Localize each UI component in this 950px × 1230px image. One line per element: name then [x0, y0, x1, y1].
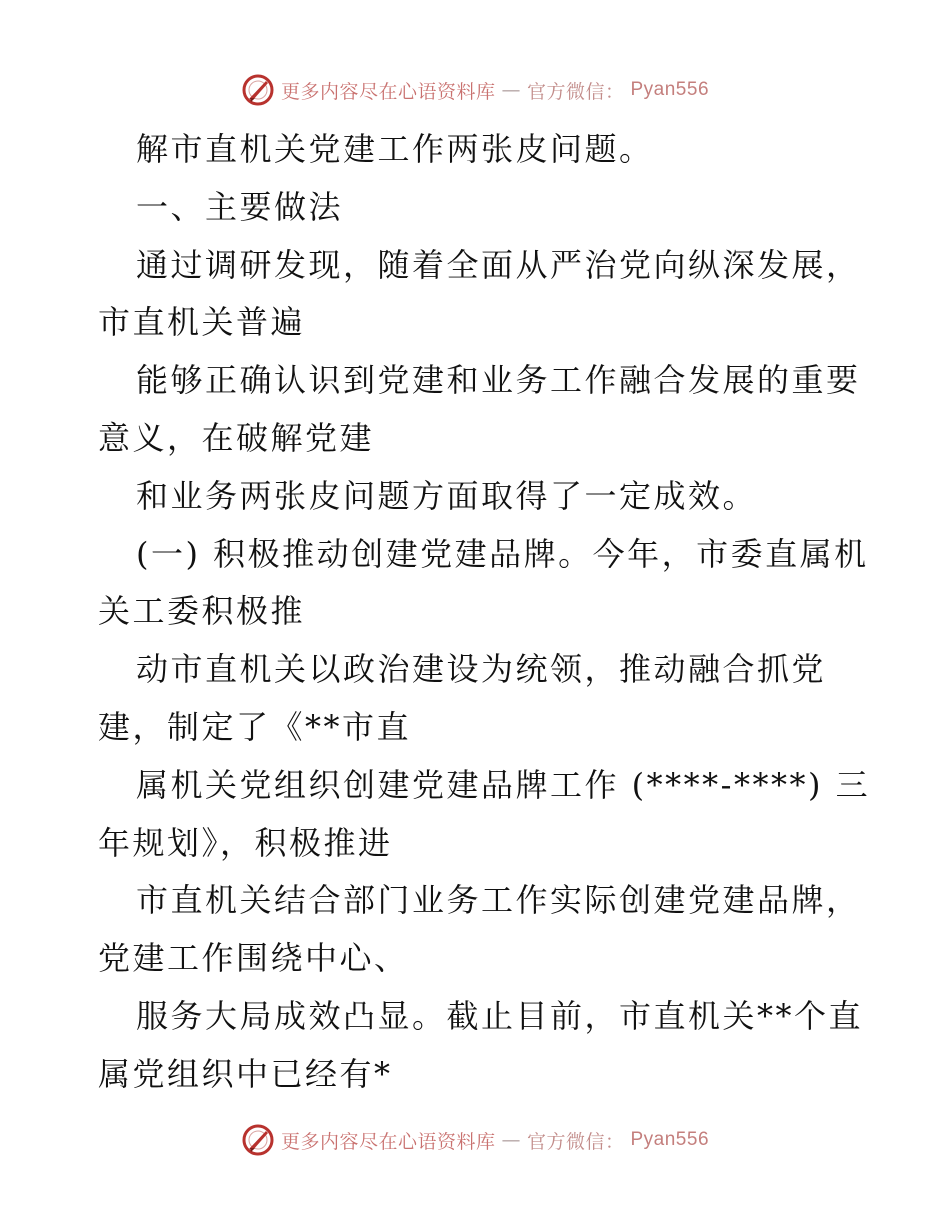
watermark-header: [0, 70, 950, 110]
watermark-wechat-id: Pyan556: [630, 1129, 710, 1150]
text-line: 年规划》，积极推进: [98, 823, 393, 862]
text-line: 意义，在破解党建: [98, 418, 375, 457]
quill-logo-icon: [241, 1123, 275, 1157]
text-line: 通过调研发现，随着全面从严治党向纵深发展，: [136, 245, 861, 284]
text-line: 服务大局成效凸显。截止目前，市直机关**个直: [136, 996, 864, 1035]
text-line: 动市直机关以政治建设为统领，推动融合抓党: [136, 650, 827, 689]
watermark-wechat-id: Pyan556: [630, 79, 710, 100]
text-line: 一、主要做法: [136, 187, 344, 226]
watermark-official-label: 官方微信：: [526, 1130, 625, 1153]
watermark-main-text: 更多内容尽在心语资料库: [280, 80, 496, 103]
watermark-separator: —: [501, 79, 521, 101]
text-line: 党建工作围绕中心、: [98, 939, 409, 978]
text-line: 关工委积极推: [98, 592, 306, 631]
text-line: 属党组织中已经有*: [98, 1054, 393, 1093]
text-line: 市直机关结合部门业务工作实际创建党建品牌，: [136, 881, 861, 920]
watermark-official-label: 官方微信：: [526, 80, 625, 103]
document-body: [98, 121, 871, 1104]
text-line: 属机关党组织创建党建品牌工作 (****-****) 三: [136, 765, 871, 804]
watermark-separator: —: [501, 1129, 521, 1151]
quill-logo-icon: [241, 73, 275, 107]
text-line: 市直机关普遍: [98, 303, 306, 342]
text-line: (一) 积极推动创建党建品牌。今年，市委直属机: [136, 534, 869, 573]
watermark-main-text: 更多内容尽在心语资料库: [280, 1130, 496, 1153]
text-line: 和业务两张皮问题方面取得了一定成效。: [136, 476, 758, 515]
watermark-footer: [0, 1120, 950, 1160]
text-line: 能够正确认识到党建和业务工作融合发展的重要: [136, 361, 861, 400]
text-line: 解市直机关党建工作两张皮问题。: [136, 130, 654, 168]
text-line: 建，制定了《**市直: [98, 707, 412, 746]
